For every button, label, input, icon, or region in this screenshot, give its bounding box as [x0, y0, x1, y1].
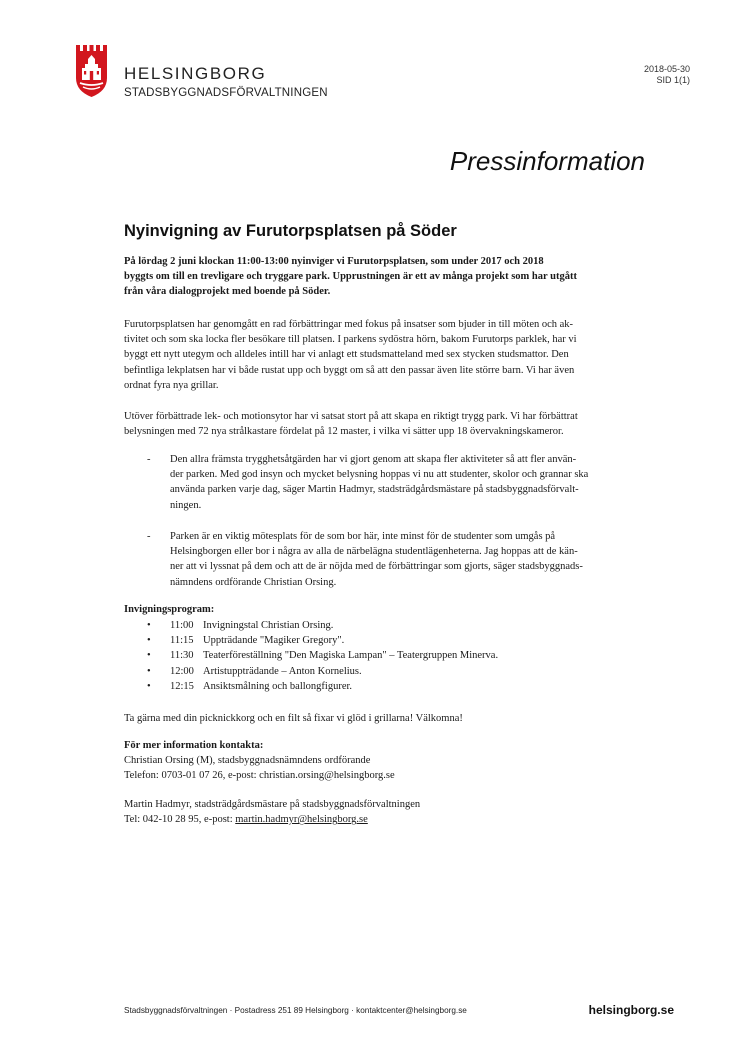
program-description: Ansiktsmålning och ballongfigurer. — [203, 680, 353, 692]
program-time: 12:15 — [170, 680, 194, 692]
program-time: 12:00 — [170, 665, 194, 677]
program-time: 11:30 — [170, 650, 194, 662]
press-headline: Nyinvigning av Furutorpsplatsen på Söder — [124, 222, 457, 240]
bullet-icon: • — [147, 650, 151, 662]
quote-line: ningen. — [170, 499, 202, 511]
contact-name: Christian Orsing (M), stadsbyggnadsnämndens ordförande — [124, 755, 371, 766]
paragraph-line: byggt ett nytt utegym och alldeles intill har vi anlagt ett studsmatteland med sex stycken studsmattor. Den — [124, 349, 569, 361]
quote-text — [170, 452, 588, 513]
intro-line: byggts om till en trevligare och tryggare park. Upprustningen är ett av många projekt som har utgått — [124, 271, 577, 283]
intro-line: På lördag 2 juni klockan 11:00-13:00 nyinviger vi Furutorpsplatsen, som under 2017 och 2018 — [124, 256, 544, 267]
quote-line: Den allra främsta trygghetsåtgärden har vi gjort genom att skapa fler aktiviteter så att fler använ- — [170, 454, 577, 465]
quote-line: der parken. Med god insyn och mycket belysning hoppas vi nu att studenter, skolor och grannar ska — [170, 469, 589, 481]
page-number: SID 1(1) — [656, 75, 690, 85]
bullet-icon: • — [147, 665, 151, 677]
bullet-icon: • — [147, 620, 151, 631]
closing-text: Ta gärna med din picknickkorg och en filt så fixar vi glöd i grillarna! Välkomna! — [124, 713, 463, 724]
contact-heading: För mer information kontakta: — [124, 740, 264, 751]
contact-phone: Tel: 042-10 28 95, e-post: — [124, 814, 236, 826]
department-name: STADSBYGGNADSFÖRVALTNINGEN — [124, 87, 328, 99]
footer-address: Stadsbyggnadsförvaltningen · Postadress 251 89 Helsingborg · kontaktcenter@helsingborg.se — [124, 1006, 467, 1015]
quote-line: ner att vi lyssnat på dem och att de är nöjda med de förbättringar som gjorts, säger stadsbyggnads- — [170, 561, 583, 573]
program-heading: Invigningsprogram: — [124, 604, 215, 615]
intro-line: från våra dialogprojekt med boende på Söder. — [124, 286, 331, 298]
contact-christian-orsing — [124, 753, 395, 783]
paragraph-line: Furutorpsplatsen har genomgått en rad förbättringar med fokus på insatser som bjuder in till möten och ak- — [124, 319, 574, 330]
footer-website: helsingborg.se — [588, 1003, 674, 1017]
paragraph-line: belysningen med 72 nya strålkastare fördelat på 12 master, i vilka vi sätter upp 18 övervakningskameror. — [124, 426, 564, 438]
body-paragraph-1 — [124, 317, 577, 393]
bullet-icon: • — [147, 635, 151, 647]
quote-text — [170, 529, 583, 590]
contact-name: Martin Hadmyr, stadsträdgårdsmästare på stadsbyggnadsförvaltningen — [124, 799, 421, 810]
paragraph-line: Utöver förbättrade lek- och motionsytor har vi satsat stort på att skapa en riktigt trygg park. Vi har förbättrat — [124, 411, 578, 422]
bullet-icon: • — [147, 680, 151, 692]
quote-line: Parken är en viktig mötesplats för de som bor här, inte minst för de studenter som umgås på — [170, 531, 556, 542]
program-time: 11:15 — [170, 635, 194, 647]
document-title: Pressinformation — [449, 146, 645, 176]
intro-paragraph — [124, 254, 577, 300]
contact-phone-line — [124, 812, 420, 827]
program-description: Artistuppträdande – Anton Kornelius. — [203, 665, 362, 677]
contact-martin-hadmyr — [124, 797, 420, 827]
paragraph-line: ordnat fyra nya grillar. — [124, 379, 219, 391]
body-paragraph-2 — [124, 409, 578, 439]
quote-dash: - — [147, 531, 151, 542]
email-link[interactable]: martin.hadmyr@helsingborg.se — [235, 814, 368, 826]
contact-phone-email: Telefon: 0703-01 07 26, e-post: christian.orsing@helsingborg.se — [124, 770, 395, 782]
quote-line: använda parken varje dag, säger Martin Hadmyr, stadsträdgårdsmästare på stadsbyggnadsförvalt- — [170, 484, 579, 496]
program-description: Invigningstal Christian Orsing. — [203, 620, 334, 631]
program-description: Teaterföreställning "Den Magiska Lampan" – Teatergruppen Minerva. — [203, 650, 499, 662]
paragraph-line: tivitet och som ska locka fler besökare till platsen. I parkens sydöstra hörn, bakom Furutorps parklek, har vi — [124, 334, 577, 346]
document-date: 2018-05-30 — [643, 64, 690, 74]
paragraph-line: befintliga lekplatsen har vi både rustat upp och byggt om så att den passar även lite större barn. Vi har även — [124, 364, 575, 376]
quote-dash: - — [147, 454, 151, 465]
quote-line: Helsingborgen eller bor i några av alla de närbelägna studentlägenheterna. Jag hoppas att de kän- — [170, 546, 578, 558]
program-description: Uppträdande "Magiker Gregory". — [203, 635, 345, 647]
helsingborg-crest-logo — [75, 44, 108, 98]
city-name: HELSINGBORG — [124, 64, 267, 83]
program-time: 11:00 — [170, 620, 194, 631]
quote-line: nämndens ordförande Christian Orsing. — [170, 576, 337, 588]
